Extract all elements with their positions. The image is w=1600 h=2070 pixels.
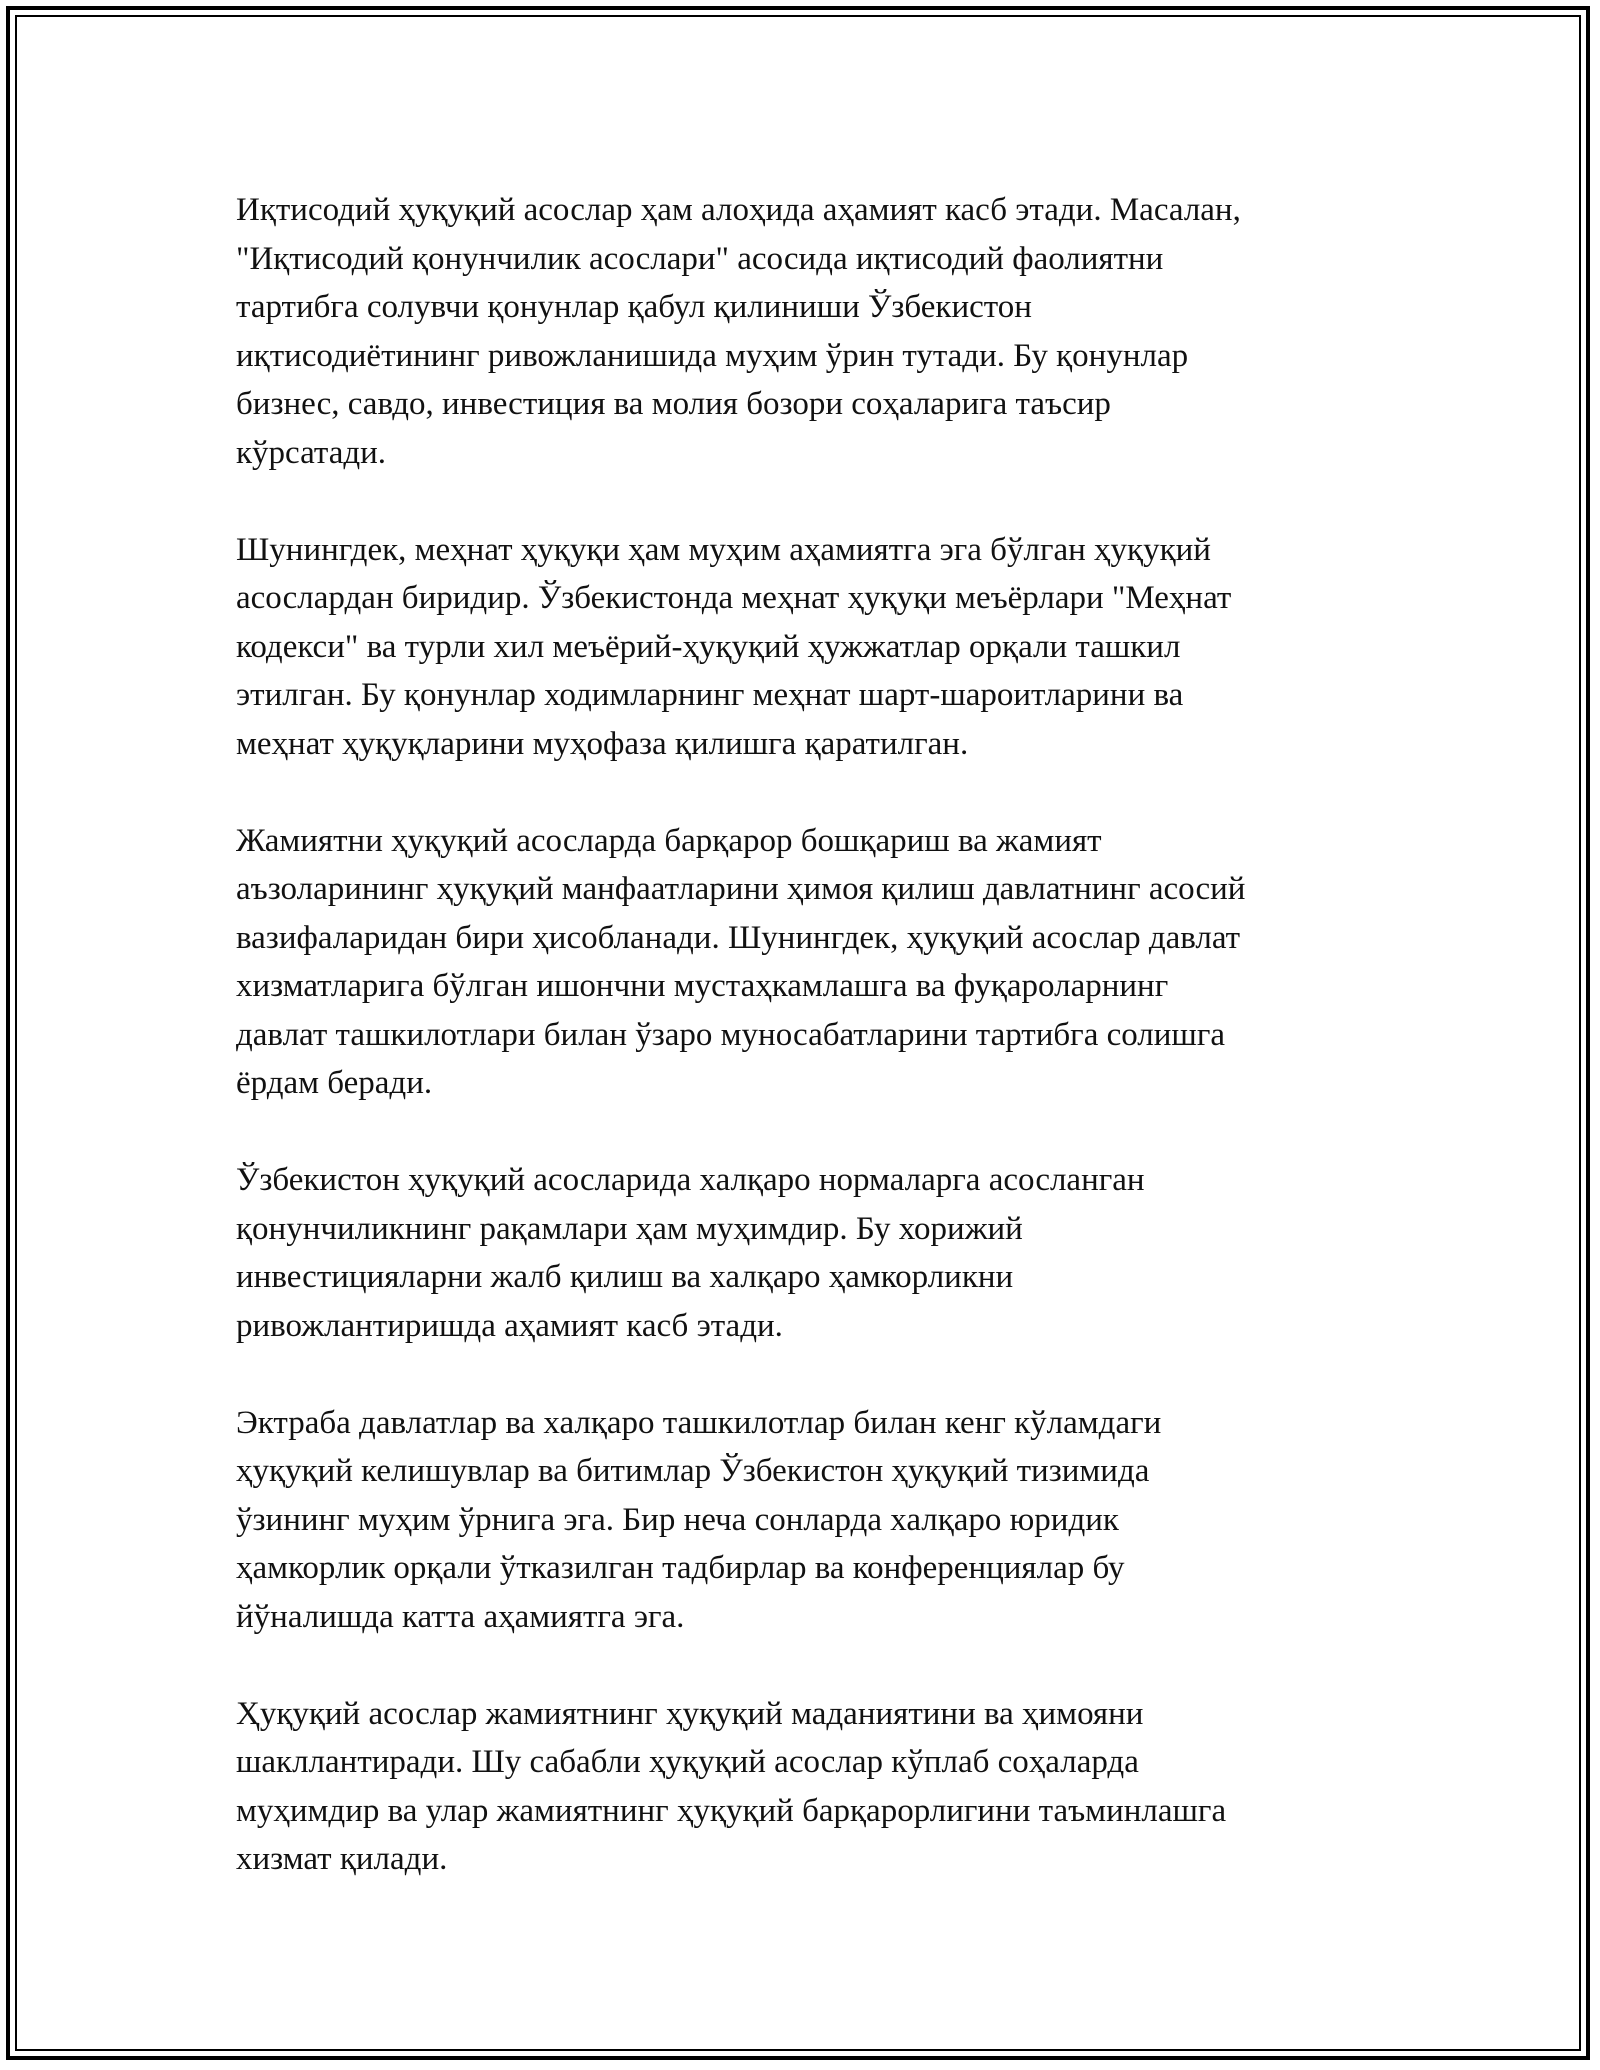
- paragraph-labor-law: Шунингдек, меҳнат ҳуқуқи ҳам муҳим аҳамиятга эга бўлган ҳуқуқий асослардан биридир. Ўзбекистонда меҳнат ҳуқуқи меъёрлари "Меҳнат кодекси" ва турли хил меъёрий-ҳуқуқий ҳужжатлар орқали ташкил этилган. Бу қонунлар ходимларнинг меҳнат шарт-шароитларини ва меҳнат ҳуқуқларини муҳофаза қилишга қаратилган.: [236, 531, 1232, 762]
- paragraph-economic-law: Иқтисодий ҳуқуқий асослар ҳам алоҳида аҳамият касб этади. Масалан, "Иқтисодий қонунчилик асослари" асосида иқтисодий фаолиятни тартибга солувчи қонунлар қабул қилиниши Ўзбекистон иқтисодиётининг ривожланишида муҳим ўрин тутади. Бу қонунлар бизнес, савдо, инвестиция ва молия бозори соҳаларига таъсир кўрсатади.: [236, 192, 1241, 471]
- paragraph-international-norms: Ўзбекистон ҳуқуқий асосларида халқаро нормаларга асосланган қонунчиликнинг рақамлари ҳам муҳимдир. Бу хорижий инвестицияларни жалб қилиш ва халқаро ҳамкорликни ривожлантиришда аҳамият касб этади.: [236, 1162, 1145, 1344]
- paragraph-international-agreements: Эктраба давлатлар ва халқаро ташкилотлар билан кенг кўламдаги ҳуқуқий келишувлар ва битимлар Ўзбекистон ҳуқуқий тизимида ўзининг муҳим ўрнига эга. Бир неча сонларда халқаро юридик ҳамкорлик орқали ўтказилган тадбирлар ва конференциялар бу йўналишда катта аҳамиятга эга.: [236, 1404, 1162, 1635]
- paragraph-legal-culture: Ҳуқуқий асослар жамиятнинг ҳуқуқий маданиятини ва ҳимояни шакллантиради. Шу сабабли ҳуқуқий асослар кўплаб соҳаларда муҳимдир ва улар жамиятнинг ҳуқуқий барқарорлигини таъминлашга хизмат қилади.: [236, 1695, 1227, 1877]
- document-body: [236, 186, 1386, 1932]
- paragraph-state-governance: Жамиятни ҳуқуқий асосларда барқарор бошқариш ва жамият аъзоларининг ҳуқуқий манфаатларини ҳимоя қилиш давлатнинг асосий вазифаларидан бири ҳисобланади. Шунингдек, ҳуқуқий асослар давлат хизматларига бўлган ишончни мустаҳкамлашга ва фуқароларнинг давлат ташкилотлари билан ўзаро муносабатларини тартибга солишга ёрдам беради.: [236, 822, 1246, 1101]
